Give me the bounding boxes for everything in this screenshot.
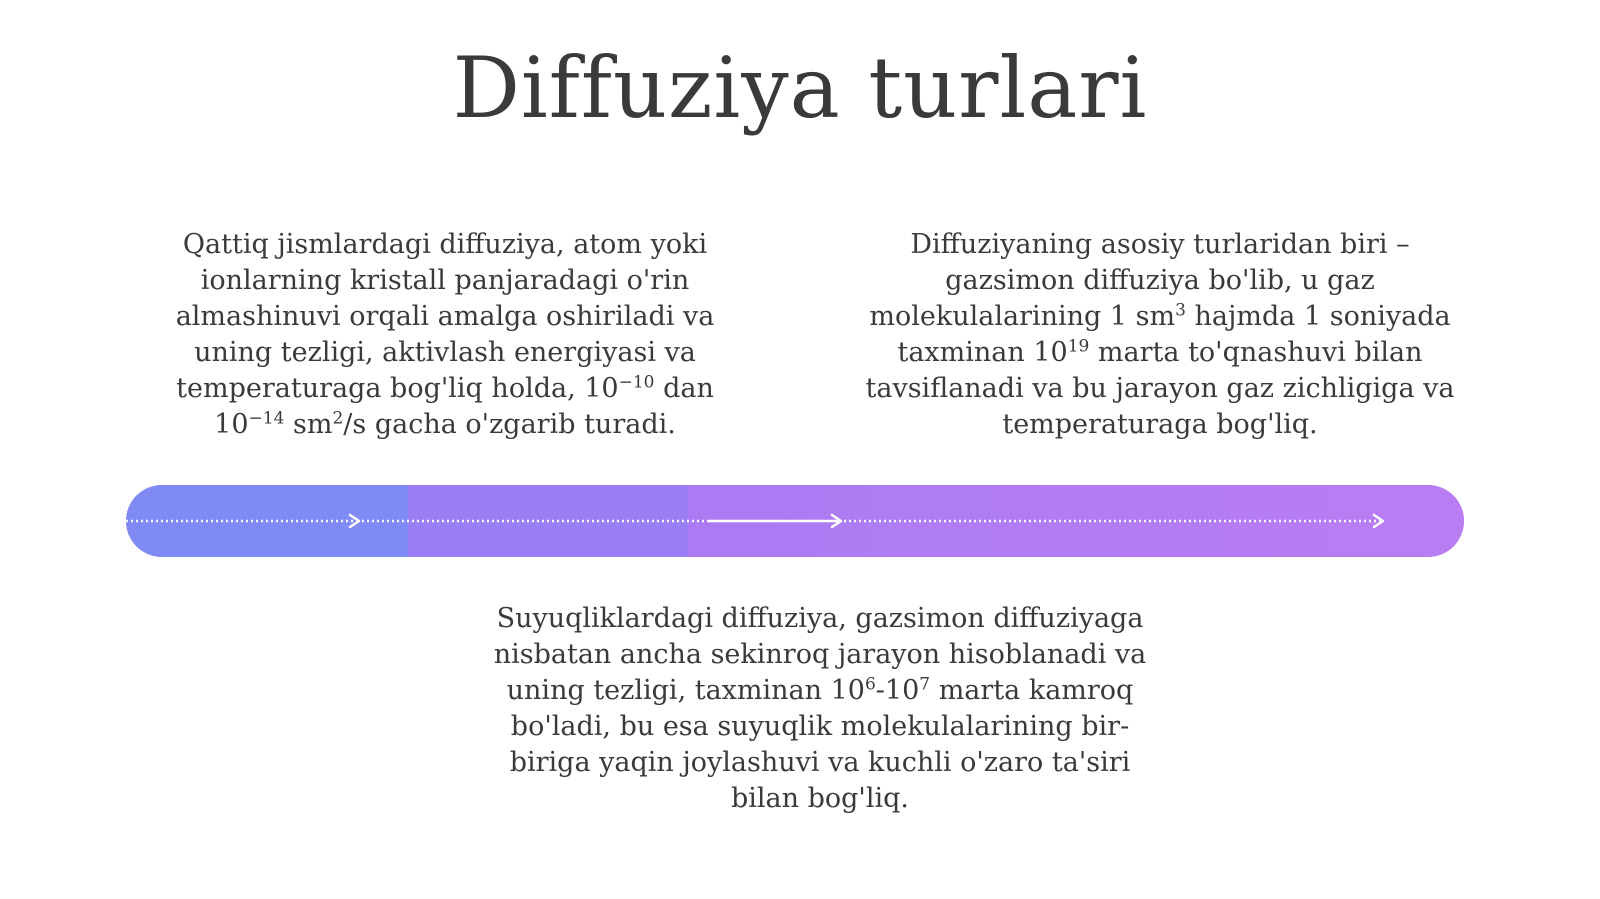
exponent: −10: [618, 372, 655, 393]
slide-title: Diffuziya turlari: [452, 39, 1148, 137]
exponent: −14: [248, 408, 285, 429]
text-fragment: dan: [654, 373, 714, 404]
text-fragment: uning tezligi, taxminan 10: [506, 675, 865, 706]
text-fragment: marta kamroq: [930, 675, 1134, 706]
exponent: 7: [919, 674, 931, 695]
text-fragment: sm: [284, 409, 333, 440]
text-line: almashinuvi orqali amalga oshiriladi va: [175, 301, 715, 332]
timeline-bar: [126, 485, 1464, 557]
text-fragment: 10: [214, 409, 249, 440]
text-fragment: -10: [875, 675, 920, 706]
paragraph-gas-diffusion: [845, 227, 1475, 443]
exponent: 19: [1067, 336, 1090, 357]
exponent: 3: [1175, 300, 1186, 321]
text-fragment: taxminan 10: [897, 337, 1068, 368]
paragraph-liquid-diffusion: [470, 601, 1170, 817]
text-fragment: /s gacha o'zgarib turadi.: [343, 409, 676, 440]
text-line: bo'ladi, bu esa suyuqlik molekulalarining bir-: [510, 711, 1130, 742]
exponent: 6: [864, 674, 876, 695]
text-line: nisbatan ancha sekinroq jarayon hisoblanadi va: [493, 639, 1147, 670]
text-line: tavsiflanadi va bu jarayon gaz zichligiga va: [865, 373, 1455, 404]
text-line: bilan bog'liq.: [730, 783, 909, 814]
paragraph-solid-diffusion: [150, 227, 740, 443]
text-line: gazsimon diffuziya bo'lib, u gaz: [945, 265, 1375, 296]
text-line: Qattiq jismlardagi diffuziya, atom yoki: [182, 229, 708, 260]
text-fragment: marta to'qnashuvi bilan: [1089, 337, 1423, 368]
text-line: Suyuqliklardagi diffuziya, gazsimon diffuziyaga: [496, 603, 1144, 634]
text-line: Diffuziyaning asosiy turlaridan biri –: [910, 229, 1410, 260]
text-fragment: molekulalarining 1 sm: [869, 301, 1176, 332]
timeline-arrows: [126, 485, 1464, 557]
exponent: 2: [332, 408, 344, 429]
text-line: ionlarning kristall panjaradagi o'rin: [200, 265, 690, 296]
text-fragment: temperaturaga bog'liq holda, 10: [176, 373, 619, 404]
text-line: temperaturaga bog'liq.: [1002, 409, 1318, 440]
text-fragment: hajmda 1 soniyada: [1185, 301, 1451, 332]
text-line: uning tezligi, aktivlash energiyasi va: [194, 337, 696, 368]
text-line: biriga yaqin joylashuvi va kuchli o'zaro ta'siri: [509, 747, 1131, 778]
